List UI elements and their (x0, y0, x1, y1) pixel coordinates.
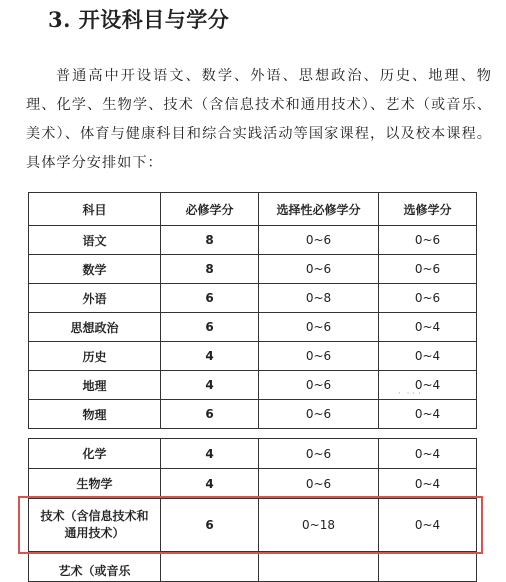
intro-paragraph: 普通高中开设语文、数学、外语、思想政治、历史、地理、物理、化学、生物学、技术（含信息技术和通用技术）、艺术（或音乐、美术）、体育与健康科目和综合实践活动等国家课程，以及校本课程。具体学分安排如下： (26, 68, 492, 171)
elective-cell: 0~4 (379, 499, 477, 552)
table-row (29, 499, 477, 552)
selective-cell (259, 552, 379, 582)
required-cell: 4 (161, 439, 259, 469)
elective-cell: 0~4 (379, 469, 477, 499)
selective-cell: 0~6 (259, 313, 379, 342)
scan-artifact: · · · · (398, 389, 421, 399)
subject-cell: 语文 (29, 226, 161, 255)
subject-cell: 地理 (29, 371, 161, 400)
subject-cell: 历史 (29, 342, 161, 371)
subject-cell: 生物学 (29, 469, 161, 499)
subject-cell: 数学 (29, 255, 161, 284)
subject-cell: 物理 (29, 400, 161, 429)
selective-cell: 0~6 (259, 226, 379, 255)
header-subject: 科目 (29, 193, 161, 226)
required-cell: 4 (161, 469, 259, 499)
elective-cell: 0~6 (379, 226, 477, 255)
subject-cell: 技术（含信息技术和通用技术） (29, 499, 161, 552)
header-required-credits: 必修学分 (161, 193, 259, 226)
selective-cell: 0~6 (259, 469, 379, 499)
table-row (29, 284, 477, 313)
elective-cell: 0~4 (379, 439, 477, 469)
required-cell: 6 (161, 499, 259, 552)
elective-cell: 0~4 (379, 313, 477, 342)
required-cell: 6 (161, 313, 259, 342)
table-row (29, 226, 477, 255)
elective-cell: 0~6 (379, 284, 477, 313)
table-row (29, 439, 477, 469)
subject-cell-text: 艺术（或音乐 (58, 564, 131, 578)
selective-cell: 0~18 (259, 499, 379, 552)
elective-cell (379, 552, 477, 582)
header-elective-credits: 选修学分 (379, 193, 477, 226)
elective-cell: 0~6 (379, 255, 477, 284)
header-selective-required-credits: 选择性必修学分 (259, 193, 379, 226)
credits-table-part-2 (28, 438, 477, 582)
selective-cell: 0~6 (259, 439, 379, 469)
required-cell: 8 (161, 226, 259, 255)
selective-cell: 0~6 (259, 371, 379, 400)
selective-cell: 0~8 (259, 284, 379, 313)
subject-cell: 化学 (29, 439, 161, 469)
selective-cell: 0~6 (259, 255, 379, 284)
required-cell (161, 552, 259, 582)
required-cell: 4 (161, 371, 259, 400)
table-row (29, 400, 477, 429)
required-cell: 8 (161, 255, 259, 284)
subject-cell (29, 552, 161, 582)
selective-cell: 0~6 (259, 400, 379, 429)
required-cell: 4 (161, 342, 259, 371)
subject-cell: 思想政治 (29, 313, 161, 342)
table-row (29, 313, 477, 342)
elective-cell: 0~4 (379, 400, 477, 429)
selective-cell: 0~6 (259, 342, 379, 371)
table-row (29, 342, 477, 371)
table-header-row (29, 193, 477, 226)
required-cell: 6 (161, 284, 259, 313)
subject-cell: 外语 (29, 284, 161, 313)
table-row (29, 469, 477, 499)
section-heading: 3. 开设科目与学分 (48, 7, 230, 32)
required-cell: 6 (161, 400, 259, 429)
elective-cell: 0~4 (379, 371, 477, 400)
elective-cell: 0~4 (379, 342, 477, 371)
table-row (29, 255, 477, 284)
table-row (29, 552, 477, 582)
